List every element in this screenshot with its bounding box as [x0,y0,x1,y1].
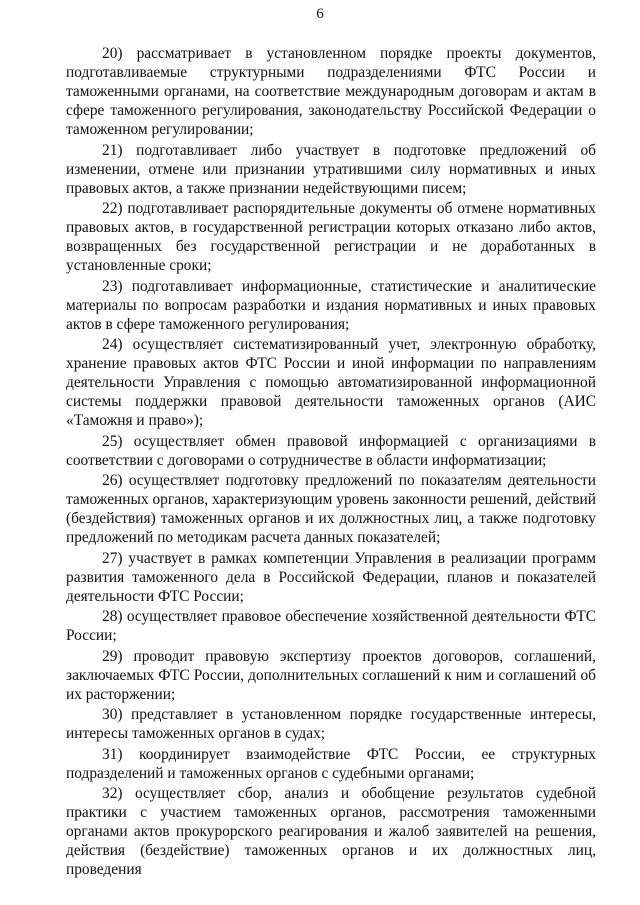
list-item-22: 22) подготавливает распорядительные документы об отмене нормативных правовых актов, в государственной регистрации которых отказано либо актов, возвращенных без государственной регистрации и не доработанных в установленные сроки; [66,200,596,274]
list-item-21: 21) подготавливает либо участвует в подготовке предложений об изменении, отмене или признании утратившими силу нормативных и иных правовых актов, а также признании недействующими писем; [66,141,596,197]
list-item-27: 27) участвует в рамках компетенции Управления в реализации программ развития таможенного дела в Российской Федерации, планов и показателей деятельности ФТС России; [66,549,596,605]
list-item-23: 23) подготавливает информационные, статистические и аналитические материалы по вопросам разработки и издания нормативных и иных правовых актов в сфере таможенного регулирования; [66,277,596,333]
list-item-31: 31) координирует взаимодействие ФТС России, ее структурных подразделений и таможенных органов с судебными органами; [66,745,596,782]
list-item-25: 25) осуществляет обмен правовой информацией с организациями в соответствии с договорами о сотрудничестве в области информатизации; [66,432,596,469]
list-item-26: 26) осуществляет подготовку предложений по показателям деятельности таможенных органов, характеризующим уровень законности решений, действий (бездействия) таможенных органов и их должностных лиц, а также подготовку предложений по методикам расчета данных показателей; [66,472,596,546]
page-number: 6 [316,6,324,22]
list-item-20: 20) рассматривает в установленном порядке проекты документов, подготавливаемые структурными подразделениями ФТС России и таможенными органами, на соответствие международным договорам и актам в сфере таможенного регулирования, законодательству Российской Федерации о таможенном регулировании; [66,45,596,138]
list-item-29: 29) проводит правовую экспертизу проектов договоров, соглашений, заключаемых ФТС России, дополнительных соглашений к ним и соглашений об их расторжении; [66,647,596,703]
list-item-28: 28) осуществляет правовое обеспечение хозяйственной деятельности ФТС России; [66,608,596,644]
list-item-24: 24) осуществляет систематизированный учет, электронную обработку, хранение правовых актов ФТС России и иной информации по направлениям деятельности Управления с помощью автоматизированной информационной системы поддержки правовой деятельности таможенных органов (АИС «Таможня и право»); [66,336,596,429]
list-item-30: 30) представляет в установленном порядке государственные интересы, интересы таможенных органов в судах; [66,706,596,742]
list-item-32: 32) осуществляет сбор, анализ и обобщение результатов судебной практики с участием таможенных органов, рассмотрения таможенными органами актов прокурорского реагирования и жалоб заявителей на решения, действия (бездействие) таможенных органов и их должностных лиц, проведения [66,785,596,878]
document-body [66,44,596,881]
